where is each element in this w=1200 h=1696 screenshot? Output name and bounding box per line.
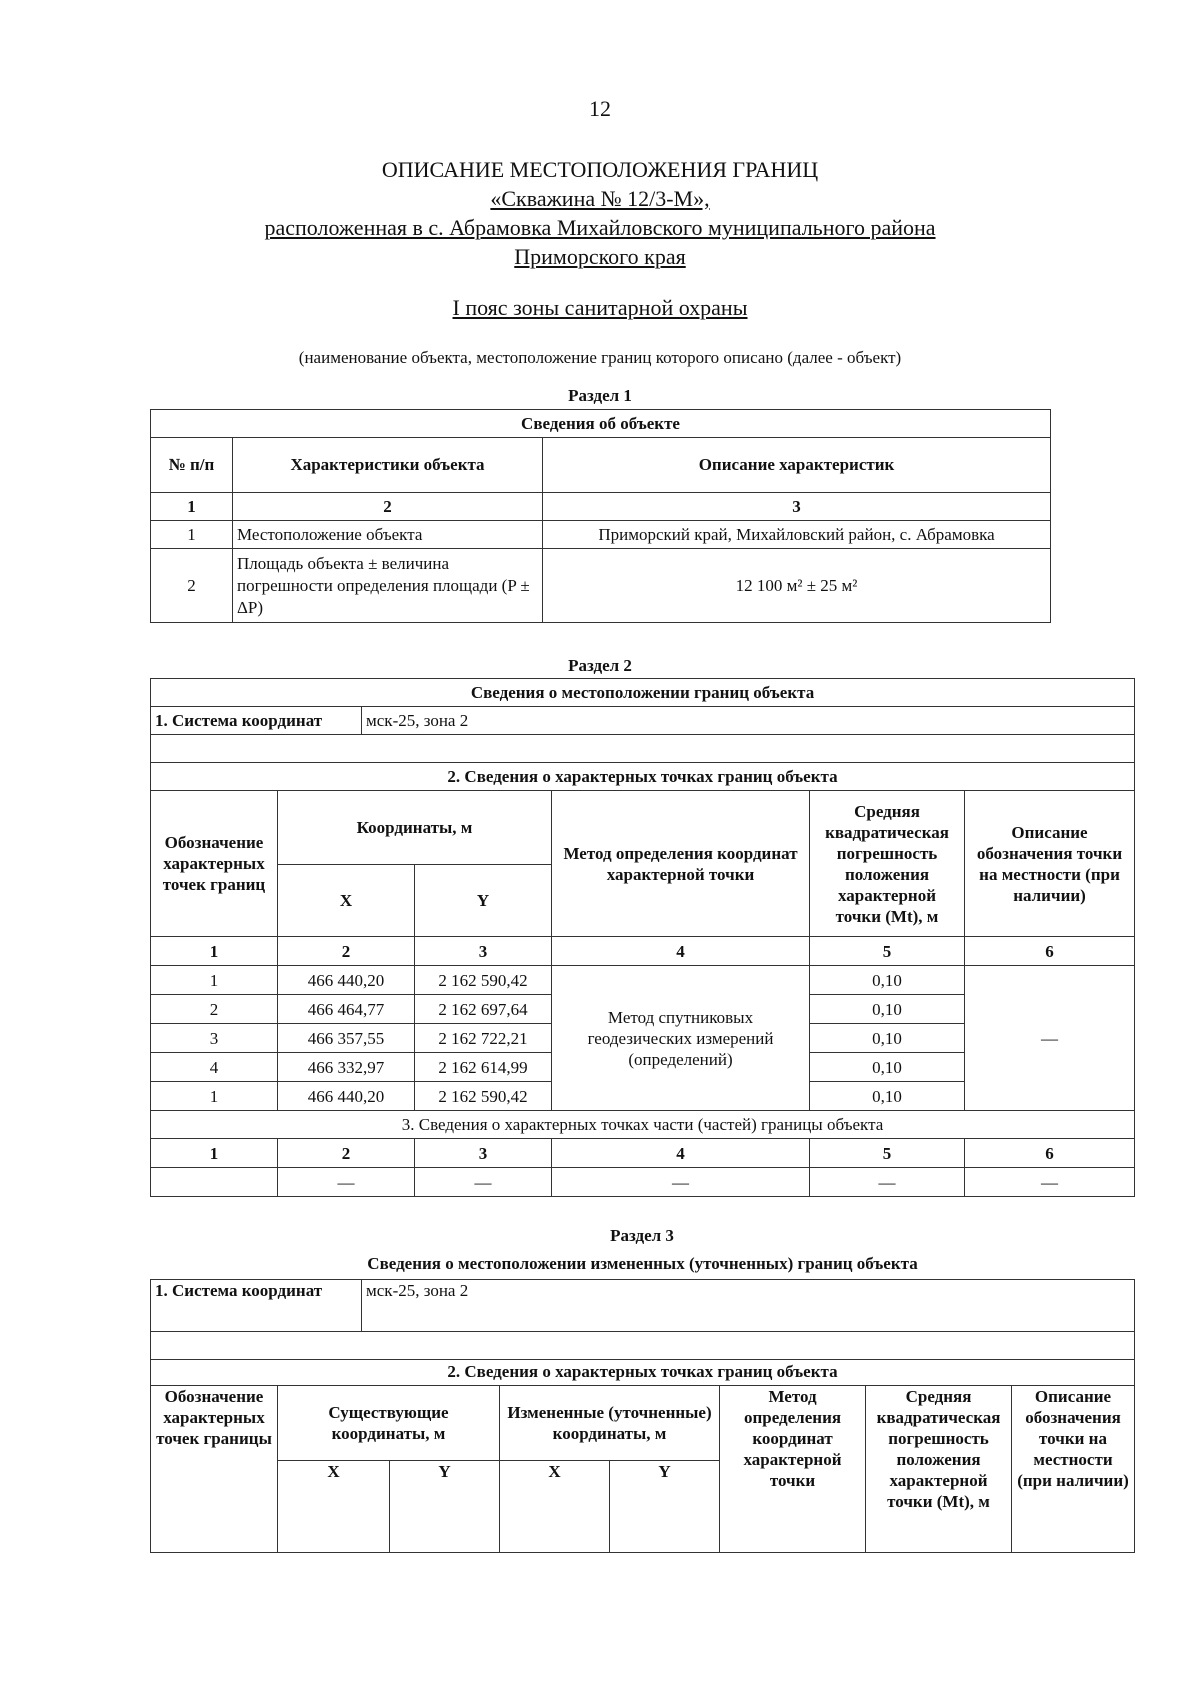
col-desc-header: Описание обозначения точки на местности (при наличии) xyxy=(1012,1386,1135,1553)
table-row xyxy=(151,521,1051,549)
point-mt: 0,10 xyxy=(810,1053,965,1082)
coord-system-value: мск-25, зона 2 xyxy=(362,707,1135,735)
points-heading: 2. Сведения о характерных точках границ объекта xyxy=(151,1359,1135,1385)
index-cell: 6 xyxy=(965,937,1135,966)
empty-row xyxy=(151,1331,1135,1359)
table-row xyxy=(151,966,1135,995)
point-mt: 0,10 xyxy=(810,966,965,995)
point-x: 466 440,20 xyxy=(278,966,415,995)
section-1-heading: Сведения об объекте xyxy=(151,410,1051,438)
page-number: 12 xyxy=(589,96,611,121)
col-existing-header: Существующие координаты, м xyxy=(278,1386,500,1461)
index-cell: 2 xyxy=(233,493,543,521)
coord-system-value: мск-25, зона 2 xyxy=(362,1279,1135,1331)
section-3-label: Раздел 3 xyxy=(610,1226,674,1245)
index-cell: 1 xyxy=(151,937,278,966)
col-coords-header: Координаты, м xyxy=(278,791,552,865)
index-cell: 1 xyxy=(151,493,233,521)
method-cell: Метод спутниковых геодезических измерений (определений) xyxy=(552,966,810,1111)
col-method-header: Метод определения координат характерной точки xyxy=(552,791,810,937)
row-number: 1 xyxy=(151,521,233,549)
empty-row xyxy=(151,735,1135,763)
col-y-header: Y xyxy=(415,865,552,937)
point-mt: 0,10 xyxy=(810,995,965,1024)
col-x-header: X xyxy=(278,865,415,937)
object-caption: (наименование объекта, местоположение границ которого описано (далее - объект) xyxy=(298,348,902,367)
col-changed-header: Измененные (уточненные) координаты, м xyxy=(500,1386,720,1461)
index-cell: 5 xyxy=(810,937,965,966)
dash-cell: — xyxy=(965,1168,1135,1197)
table-row xyxy=(151,1168,1135,1197)
point-y: 2 162 722,21 xyxy=(415,1024,552,1053)
table-row xyxy=(151,549,1051,623)
desc-cell: — xyxy=(965,966,1135,1111)
section-2-points-table xyxy=(150,790,1135,1197)
section-3-points-table xyxy=(150,1385,1135,1553)
col-characteristic-header: Характеристики объекта xyxy=(233,438,543,493)
index-cell: 1 xyxy=(151,1139,278,1168)
row-value: 12 100 м² ± 25 м² xyxy=(543,549,1051,623)
coord-system-label: 1. Система координат xyxy=(151,1279,362,1331)
point-x: 466 464,77 xyxy=(278,995,415,1024)
dash-cell: — xyxy=(278,1168,415,1197)
document-title xyxy=(150,155,1050,271)
col-description-header: Описание характеристик xyxy=(543,438,1051,493)
points-heading: 2. Сведения о характерных точках границ объекта xyxy=(151,763,1135,791)
section-2-header-table xyxy=(150,678,1135,791)
index-cell: 3 xyxy=(415,937,552,966)
index-cell: 4 xyxy=(552,1139,810,1168)
col-existing-x-header: X xyxy=(278,1461,390,1553)
title-line-1: ОПИСАНИЕ МЕСТОПОЛОЖЕНИЯ ГРАНИЦ xyxy=(381,157,819,182)
zone-title: I пояс зоны санитарной охраны xyxy=(452,295,748,320)
section-3-heading: Сведения о местоположении измененных (уточненных) границ объекта xyxy=(367,1254,918,1274)
col-num-header: № п/п xyxy=(151,438,233,493)
index-cell: 3 xyxy=(543,493,1051,521)
col-existing-y-header: Y xyxy=(390,1461,500,1553)
index-cell: 2 xyxy=(278,1139,415,1168)
point-y: 2 162 590,42 xyxy=(415,1082,552,1111)
dash-cell: — xyxy=(810,1168,965,1197)
index-cell: 4 xyxy=(552,937,810,966)
title-line-2: «Скважина № 12/3-М», xyxy=(490,186,710,211)
point-x: 466 357,55 xyxy=(278,1024,415,1053)
point-y: 2 162 697,64 xyxy=(415,995,552,1024)
section-2-label: Раздел 2 xyxy=(568,656,632,675)
title-line-3: расположенная в с. Абрамовка Михайловского муниципального района xyxy=(264,215,936,240)
section-2-heading: Сведения о местоположении границ объекта xyxy=(151,679,1135,707)
point-x: 466 440,20 xyxy=(278,1082,415,1111)
point-y: 2 162 614,99 xyxy=(415,1053,552,1082)
col-method-header: Метод определения координат характерной точки xyxy=(720,1386,866,1553)
point-id: 4 xyxy=(151,1053,278,1082)
point-x: 466 332,97 xyxy=(278,1053,415,1082)
row-characteristic: Местоположение объекта xyxy=(233,521,543,549)
empty-cell xyxy=(151,1168,278,1197)
col-error-header: Средняя квадратическая погрешность положения характерной точки (Mt), м xyxy=(866,1386,1012,1553)
col-changed-y-header: Y xyxy=(610,1461,720,1553)
row-number: 2 xyxy=(151,549,233,623)
row-value: Приморский край, Михайловский район, с. Абрамовка xyxy=(543,521,1051,549)
index-cell: 6 xyxy=(965,1139,1135,1168)
point-mt: 0,10 xyxy=(810,1082,965,1111)
coord-system-label: 1. Система координат xyxy=(151,707,362,735)
col-point-header: Обозначение характерных точек границы xyxy=(151,1386,278,1553)
index-cell: 2 xyxy=(278,937,415,966)
point-id: 1 xyxy=(151,1082,278,1111)
point-id: 1 xyxy=(151,966,278,995)
col-changed-x-header: X xyxy=(500,1461,610,1553)
row-characteristic: Площадь объекта ± величина погрешности определения площади (P ± ΔP) xyxy=(233,549,543,623)
col-error-header: Средняя квадратическая погрешность положения характерной точки (Mt), м xyxy=(810,791,965,937)
section-1-label: Раздел 1 xyxy=(568,386,632,405)
section-1-table xyxy=(150,409,1051,623)
section-3-header-table xyxy=(150,1250,1135,1386)
col-desc-header: Описание обозначения точки на местности (при наличии) xyxy=(965,791,1135,937)
point-id: 3 xyxy=(151,1024,278,1053)
title-line-4: Приморского края xyxy=(514,244,686,269)
index-cell: 5 xyxy=(810,1139,965,1168)
point-y: 2 162 590,42 xyxy=(415,966,552,995)
dash-cell: — xyxy=(552,1168,810,1197)
point-mt: 0,10 xyxy=(810,1024,965,1053)
index-cell: 3 xyxy=(415,1139,552,1168)
col-point-header: Обозначение характерных точек границ xyxy=(151,791,278,937)
dash-cell: — xyxy=(415,1168,552,1197)
parts-heading: 3. Сведения о характерных точках части (частей) границы объекта xyxy=(151,1111,1135,1139)
point-id: 2 xyxy=(151,995,278,1024)
